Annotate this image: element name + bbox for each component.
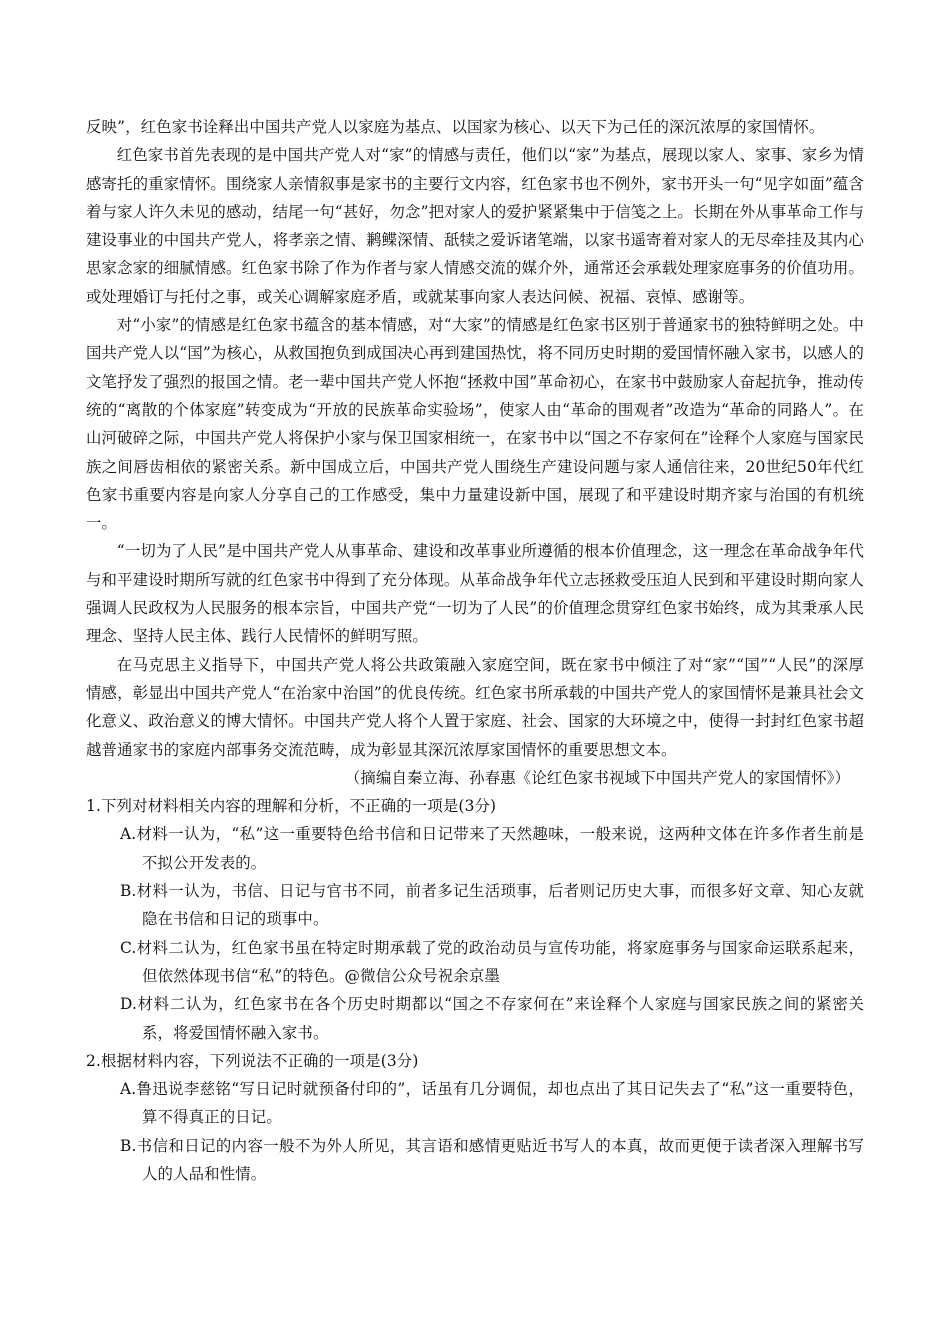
option-d: D.材料二认为，红色家书在各个历史时期都以“国之不存家何在”来诠释个人家庭与国家民族之间的紧密关系，将爱国情怀融入家书。 <box>120 995 864 1042</box>
material-paragraph: 对“小家”的情感是红色家书蕴含的基本情感，对“大家”的情感是红色家书区别于普通家书的独特鲜明之处。中国共产党人以“国”为核心，从救国抱负到成国决心再到建国热忱，将不同历史时期的爱国情怀融入家书，以感人的文笔抒发了强烈的报国之情。老一辈中国共产党人怀抱“拯救中国”革命初心，在家书中鼓励家人奋起抗争，推动传统的“离散的个体家庭”转变成为“开放的民族革命实验场”，使家人由“革命的围观者”改造为“革命的同路人”。在山河破碎之际，中国共产党人将保护小家与保卫国家相统一，在家书中以“国之不存家何在”诠释个人家庭与国家民族之间唇齿相依的紧密关系。新中国成立后，中国共产党人围绕生产建设问题与家人通信往来，20世纪50年代红色家书重要内容是向家人分享自己的工作感受，集中力量建设新中国，展现了和平建设时期齐家与治国的有机统一。 <box>86 316 864 533</box>
question-2 <box>86 1047 864 1188</box>
option-b: B.材料一认为，书信、日记与官书不同，前者多记生活琐事，后者则记历史大事，而很多好文章、知心友就隐在书信和日记的琐事中。 <box>120 882 864 929</box>
material-paragraph: 红色家书首先表现的是中国共产党人对“家”的情感与责任，他们以“家”为基点，展现以家人、家事、家乡为情感寄托的重家情怀。围绕家人亲情叙事是家书的主要行文内容，红色家书也不例外，家书开头一句“见字如面”蕴含着与家人许久未见的感动，结尾一句“甚好，勿念”把对家人的爱护紧紧集中于信笺之上。长期在外从事革命工作与建设事业的中国共产党人，将孝亲之情、鹣鲽深情、舐犊之爱诉诸笔端，以家书遥寄着对家人的无尽牵挂及其内心思家念家的细腻情感。红色家书除了作为作者与家人情感交流的媒介外，通常还会承载处理家庭事务的价值功用。或处理婚订与托付之事，或关心调解家庭矛盾，或就某事向家人表达问候、祝福、哀悼、感谢等。 <box>86 146 864 306</box>
question-stem: 1.下列对材料相关内容的理解和分析，不正确的一项是(3分) <box>86 797 497 816</box>
option-a: A.鲁迅说李慈铭“写日记时就预备付印的”，话虽有几分调侃，却也点出了其日记失去了“私”这一重要特色，算不得真正的日记。 <box>120 1080 864 1127</box>
material-source-citation: （摘编自秦立海、孙春惠《论红色家书视域下中国共产党人的家国情怀》） <box>344 768 850 787</box>
material-paragraph: “一切为了人民”是中国共产党人从事革命、建设和改革事业所遵循的根本价值理念，这一理念在革命战争年代与和平建设时期所写就的红色家书中得到了充分体现。从革命战争年代立志拯救受压迫人民到和平建设时期向家人强调人民政权为人民服务的根本宗旨，中国共产党“一切为了人民”的价值理念贯穿红色家书始终，成为其秉承人民理念、坚持人民主体、践行人民情怀的鲜明写照。 <box>86 542 864 646</box>
reading-content <box>86 113 864 1188</box>
material-lead-paragraph: 反映”，红色家书诠释出中国共产党人以家庭为基点、以国家为核心、以天下为己任的深沉浓厚的家国情怀。 <box>86 118 825 136</box>
option-b: B.书信和日记的内容一般不为外人所见，其言语和感情更贴近书写人的本真，故而更便于读者深入理解书写人的人品和性情。 <box>120 1136 864 1183</box>
question-1 <box>86 792 864 1047</box>
option-a: A.材料一认为，“私”这一重要特色给书信和日记带来了天然趣味，一般来说，这两种文体在许多作者生前是不拟公开发表的。 <box>120 825 864 872</box>
material-paragraph: 在马克思主义指导下，中国共产党人将公共政策融入家庭空间，既在家书中倾注了对“家”“国”“人民”的深厚情感，彰显出中国共产党人“在治家中治国”的优良传统。红色家书所承载的中国共产党人的家国情怀是兼具社会文化意义、政治意义的博大情怀。中国共产党人将个人置于家庭、社会、国家的大环境之中，使得一封封红色家书超越普通家书的家庭内部事务交流范畴，成为彰显其深沉浓厚家国情怀的重要思想文本。 <box>86 655 864 759</box>
option-c: C.材料二认为，红色家书虽在特定时期承载了党的政治动员与宣传功能，将家庭事务与国家命运联系起来，但依然体现书信“私”的特色。@微信公众号祝余京墨 <box>120 938 864 985</box>
question-stem: 2.根据材料内容，下列说法不正确的一项是(3分) <box>86 1051 419 1070</box>
